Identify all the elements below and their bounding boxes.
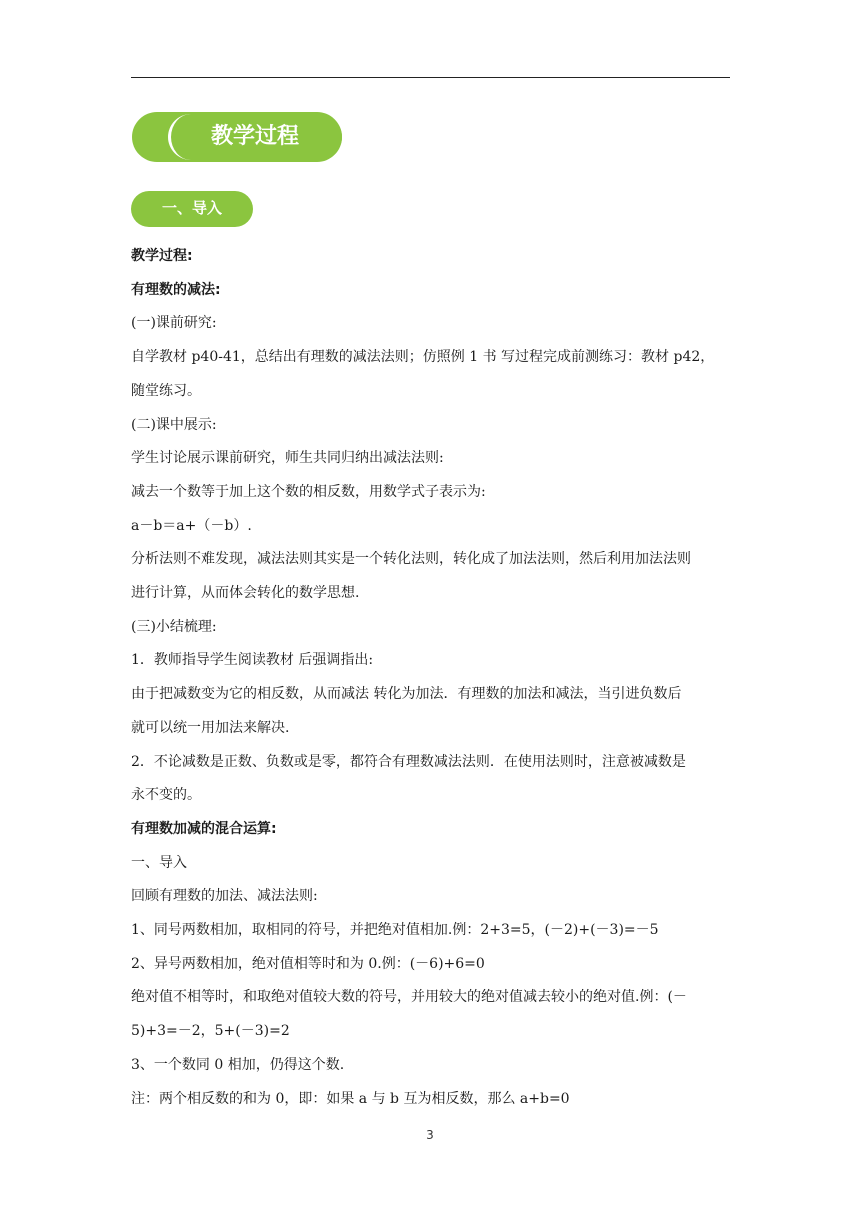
heading-teaching-process: 教学过程: <box>131 248 193 264</box>
text-line: 回顾有理数的加法、减法法则: <box>131 888 318 905</box>
document-body <box>131 240 731 1116</box>
text-line: (一)课前研究: <box>131 315 217 332</box>
text-line: 3、一个数同 0 相加，仍得这个数. <box>131 1056 345 1073</box>
text-line: 绝对值不相等时，和取绝对值较大数的符号，并用较大的绝对值减去较小的绝对值.例：(－ <box>131 989 687 1006</box>
text-line: 进行计算，从而体会转化的数学思想. <box>131 585 360 602</box>
text-line: 分析法则不难发现，减法法则其实是一个转化法则，转化成了加法法则，然后利用加法法则 <box>131 551 691 568</box>
text-line: 随堂练习。 <box>131 382 201 399</box>
formula-line: a－b＝a+（－b）. <box>131 517 252 534</box>
page-number: 3 <box>426 1128 434 1142</box>
text-line: 一、导入 <box>131 854 187 871</box>
text-line: 5)+3=－2，5+(－3)=2 <box>131 1023 290 1040</box>
text-line: 由于把减数变为它的相反数，从而减法 转化为加法．有理数的加法和减法，当引进负数后 <box>131 686 682 703</box>
text-line: 就可以统一用加法来解决. <box>131 719 290 736</box>
header-rule <box>131 77 730 78</box>
text-line: (二)课中展示: <box>131 416 217 433</box>
section-pill: 一、导入 <box>131 191 253 227</box>
banner-title: 教学过程 <box>210 124 299 149</box>
text-line: (三)小结梳理: <box>131 618 217 635</box>
heading-subtraction: 有理数的减法: <box>131 281 221 298</box>
section-banner <box>132 112 342 162</box>
text-line: 自学教材 p40-41，总结出有理数的减法法则；仿照例 1 书 写过程完成前测练习：教材 p42， <box>131 349 715 366</box>
text-line: 减去一个数等于加上这个数的相反数，用数学式子表示为: <box>131 483 486 500</box>
text-line: 永不变的。 <box>131 787 201 804</box>
text-line: 注：两个相反数的和为 0，即：如果 a 与 b 互为相反数，那么 a+b=0 <box>131 1090 570 1107</box>
text-line: 学生讨论展示课前研究，师生共同归纳出减法法则: <box>131 450 444 467</box>
text-line: 1．教师指导学生阅读教材 后强调指出: <box>131 652 374 669</box>
heading-mixed-operations: 有理数加减的混合运算: <box>131 820 277 837</box>
text-line: 2、异号两数相加，绝对值相等时和为 0.例：(－6)+6=0 <box>131 955 485 972</box>
text-line: 1、同号两数相加，取相同的符号，并把绝对值相加.例：2+3=5，(－2)+(－3)=－5 <box>131 922 659 939</box>
text-line: 2．不论减数是正数、负数或是零，都符合有理数减法法则．在使用法则时，注意被减数是 <box>131 753 686 770</box>
